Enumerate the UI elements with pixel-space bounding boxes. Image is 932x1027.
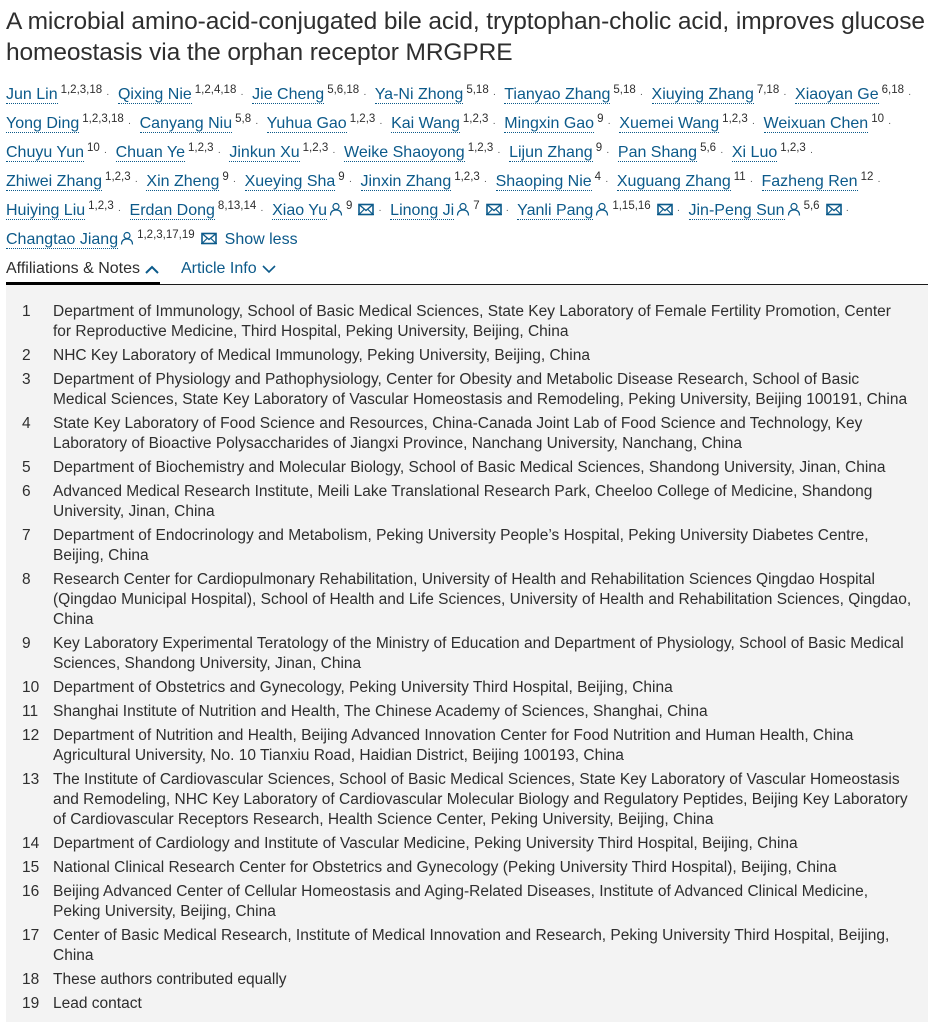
author-item — [391, 115, 488, 132]
author-separator: · — [877, 176, 881, 187]
affiliation-number: 13 — [22, 771, 40, 788]
affiliation-superscript: 8,13,14 — [217, 200, 257, 212]
affiliation-number: 4 — [22, 415, 31, 432]
affiliation-row — [6, 482, 928, 522]
author-item — [229, 144, 328, 161]
author-link[interactable]: Yanli Pang — [517, 202, 594, 219]
affiliation-text: Beijing Advanced Center of Cellular Homeostasis and Aging-Related Diseases, Institute of Advanced Clinical Medicine, Peking University, Beijing, China — [53, 883, 869, 920]
author-item — [762, 173, 874, 190]
affiliation-superscript: 1,2,3 — [88, 200, 114, 212]
affiliation-superscript: 10 — [87, 142, 100, 154]
author-link[interactable]: Shaoping Nie — [495, 173, 592, 190]
envelope-icon[interactable] — [486, 200, 502, 215]
author-item — [375, 86, 489, 103]
affiliation-number: 10 — [22, 679, 40, 696]
tab-article-info[interactable] — [181, 260, 277, 278]
person-icon — [787, 200, 801, 214]
author-item — [130, 202, 257, 219]
affiliation-number: 11 — [22, 703, 39, 720]
affiliation-number: 3 — [22, 371, 31, 388]
affiliation-superscript: 5,18 — [613, 84, 636, 96]
author-separator: · — [492, 89, 497, 100]
author-item — [496, 173, 601, 190]
author-separator: · — [888, 118, 892, 129]
author-separator: · — [720, 147, 724, 158]
author-separator: · — [483, 176, 488, 187]
affiliation-superscript: 9 — [345, 200, 353, 212]
affiliation-row — [6, 414, 928, 454]
affiliation-superscript: 1,2,3 — [722, 113, 748, 125]
author-item — [6, 115, 124, 132]
author-link[interactable]: Xin Zheng — [146, 173, 220, 190]
affiliation-text: Department of Endocrinology and Metabolism, Peking University People’s Hospital, Peking University Diabetes Centre, Beijing, China — [53, 527, 869, 564]
author-separator: · — [348, 176, 353, 187]
author-link[interactable]: Fazheng Ren — [761, 173, 858, 190]
author-separator: · — [217, 147, 221, 158]
affiliation-superscript: 4 — [594, 171, 602, 183]
author-item — [252, 86, 359, 103]
author-link[interactable]: Weike Shaoyong — [344, 144, 465, 161]
author-item — [118, 86, 236, 103]
author-item — [509, 144, 602, 161]
author-separator: · — [378, 205, 382, 216]
author-separator: · — [492, 118, 496, 129]
affiliation-number: 16 — [22, 883, 40, 900]
affiliation-superscript: 1,2,3 — [302, 142, 329, 154]
author-separator: · — [607, 118, 611, 129]
affiliation-text: Department of Physiology and Pathophysiology, Center for Obesity and Metabolic Disease Research, School of Basic Medical Sciences, State Key Laboratory of Vascular Homeostasis and Remodeling, Peking University, Beijing 100191, China — [53, 371, 908, 408]
affiliation-text: Center of Basic Medical Research, Institute of Medical Innovation and Research, Peking University Third Hospital, Beijing, China — [53, 927, 890, 964]
author-link[interactable]: Weixuan Chen — [763, 115, 869, 132]
affiliation-text: Advanced Medical Research Institute, Meili Lake Translational Research Park, Cheeloo College of Medicine, Shandong University, Jinan, China — [53, 483, 873, 520]
author-link[interactable]: Lijun Zhang — [509, 144, 593, 161]
affiliation-superscript: 1,2,4,18 — [194, 84, 237, 96]
author-item — [652, 86, 780, 103]
author-link[interactable]: Ya-Ni Zhong — [374, 86, 464, 103]
affiliation-superscript: 10 — [871, 113, 884, 125]
affiliation-text: Department of Obstetrics and Gynecology, Peking University Third Hospital, Beijing, China — [53, 679, 673, 696]
affiliation-row — [6, 634, 928, 674]
author-link[interactable]: Jinxin Zhang — [360, 173, 452, 190]
affiliation-row — [6, 702, 928, 722]
affiliation-number: 6 — [22, 483, 31, 500]
envelope-icon[interactable] — [657, 200, 673, 215]
affiliation-superscript: 1,2,3,17,19 — [137, 229, 195, 241]
affiliation-row — [6, 926, 928, 966]
affiliation-superscript: 1,2,3 — [349, 113, 376, 125]
author-item — [764, 115, 884, 132]
author-item — [245, 173, 345, 190]
author-separator: · — [127, 118, 132, 129]
affiliation-number: 7 — [22, 527, 31, 544]
author-item — [6, 86, 102, 103]
tab-label: Affiliations & Notes — [6, 260, 140, 277]
affiliation-row — [6, 994, 928, 1014]
author-item — [272, 202, 374, 219]
author-item — [344, 144, 493, 161]
chevron-up-icon — [144, 263, 160, 275]
affiliation-text: Department of Immunology, School of Basic Medical Sciences, State Key Laboratory of Female Fertility Promotion, Center for Reproductive Medicine, Third Hospital, Peking University, Beijing, China — [53, 303, 891, 340]
affiliation-number: 5 — [22, 459, 31, 476]
chevron-down-icon — [261, 263, 277, 275]
affiliation-superscript: 1,2,3 — [454, 171, 480, 183]
affiliation-row — [6, 726, 928, 766]
author-separator: · — [676, 205, 681, 216]
author-separator: · — [134, 176, 138, 187]
author-separator: · — [783, 89, 787, 100]
affiliation-text: The Institute of Cardiovascular Sciences, School of Basic Medical Sciences, State Key Laboratory of Vascular Homeostasis and Remodeling, NHC Key Laboratory of Cardiovascular Molecular Biology and Regulatory Peptides, Beijing Key Laboratory of Cardiovascular Receptors Research, Health Science Center, Peking University, Beijing, China — [53, 771, 908, 828]
affiliation-row — [6, 302, 928, 342]
affiliation-superscript: 1,2,3 — [467, 142, 494, 154]
tab-label: Article Info — [181, 260, 257, 277]
show-less-button[interactable]: Show less — [224, 231, 298, 248]
affiliation-row — [6, 858, 928, 878]
author-item — [732, 144, 806, 161]
author-item — [140, 115, 252, 132]
author-item — [6, 173, 131, 190]
affiliation-superscript: 5,6,18 — [327, 84, 360, 96]
author-item — [6, 144, 100, 161]
envelope-icon[interactable] — [358, 200, 374, 215]
affiliation-superscript: 6,18 — [881, 84, 905, 96]
affiliation-text: Department of Nutrition and Health, Beijing Advanced Innovation Center for Food Nutrition and Human Health, China Agricultural University, No. 10 Tianxiu Road, Haidian District, Beijing 100193, China — [53, 727, 854, 764]
author-link[interactable]: Chuyu Yun — [6, 144, 84, 161]
author-separator: · — [332, 147, 336, 158]
affiliation-row — [6, 770, 928, 830]
author-link[interactable]: Huiying Liu — [6, 202, 86, 219]
author-separator: · — [363, 89, 367, 100]
affiliation-number: 15 — [22, 859, 40, 876]
affiliation-row — [6, 526, 928, 566]
author-separator: · — [260, 205, 264, 216]
author-link[interactable]: Qixing Nie — [117, 86, 192, 103]
author-separator: · — [908, 89, 912, 100]
author-separator: · — [103, 147, 108, 158]
affiliation-text: Department of Cardiology and Institute of Vascular Medicine, Peking University Third Hospital, Beijing, China — [53, 835, 798, 852]
affiliation-text: Lead contact — [53, 995, 142, 1012]
author-separator: · — [379, 118, 383, 129]
affiliation-number: 18 — [22, 971, 40, 988]
affiliation-superscript: 5,6 — [700, 142, 717, 154]
affiliation-superscript: 1,2,3,18 — [82, 113, 124, 125]
author-link[interactable]: Xueying Sha — [244, 173, 336, 190]
author-separator: · — [106, 89, 110, 100]
affiliation-row — [6, 570, 928, 630]
affiliation-superscript: 7,18 — [756, 84, 780, 96]
affiliation-row — [6, 370, 928, 410]
affiliation-superscript: 9 — [338, 171, 345, 183]
envelope-icon[interactable] — [201, 229, 217, 244]
affiliation-superscript: 5,6 — [803, 200, 820, 212]
author-item — [795, 86, 904, 103]
author-separator: · — [605, 176, 609, 187]
author-link[interactable]: Xiao Yu — [272, 202, 327, 219]
author-link[interactable]: Jin-Peng Sun — [688, 202, 785, 219]
affiliation-superscript: 5,18 — [466, 84, 489, 96]
affiliations-panel — [6, 285, 928, 1022]
affiliation-row — [6, 346, 928, 366]
author-link[interactable]: Linong Ji — [390, 202, 455, 219]
affiliation-superscript: 1,2,3 — [462, 113, 489, 125]
affiliation-number: 19 — [22, 995, 40, 1012]
affiliation-row — [6, 882, 928, 922]
author-link[interactable]: Jinkun Xu — [229, 144, 300, 161]
author-link[interactable]: Xi Luo — [731, 144, 778, 161]
affiliation-superscript: 11 — [733, 171, 746, 183]
author-link[interactable]: Canyang Niu — [139, 115, 233, 132]
author-item — [146, 173, 228, 190]
affiliation-superscript: 1,2,3 — [780, 142, 806, 154]
author-link[interactable]: Chuan Ye — [115, 144, 185, 161]
person-icon — [120, 229, 134, 243]
affiliation-superscript: 9 — [222, 171, 229, 183]
author-link[interactable]: Tianyao Zhang — [504, 86, 611, 103]
affiliation-number: 12 — [22, 727, 40, 744]
affiliation-text: Department of Biochemistry and Molecular Biology, School of Basic Medical Sciences, Shandong University, Jinan, China — [53, 459, 886, 476]
affiliation-text: These authors contributed equally — [53, 971, 287, 988]
author-separator: · — [751, 118, 756, 129]
affiliation-text: Shanghai Institute of Nutrition and Health, The Chinese Academy of Sciences, Shanghai, China — [53, 703, 708, 720]
author-separator: · — [240, 89, 244, 100]
affiliation-number: 1 — [22, 303, 31, 320]
affiliation-text: State Key Laboratory of Food Science and Resources, China-Canada Joint Lab of Food Science and Technology, Key Laboratory of Bioactive Polysaccharides of Jiangxi Province, Nanchang University, Nanchang, China — [53, 415, 863, 452]
affiliation-number: 9 — [22, 635, 31, 652]
author-separator: · — [255, 118, 259, 129]
author-separator: · — [845, 205, 849, 216]
author-link[interactable]: Zhiwei Zhang — [6, 173, 103, 190]
author-item — [116, 144, 214, 161]
person-icon — [329, 200, 343, 214]
author-item — [618, 144, 716, 161]
author-list — [6, 78, 928, 252]
author-link[interactable]: Jie Cheng — [252, 86, 325, 103]
author-link[interactable]: Pan Shang — [617, 144, 698, 161]
author-link[interactable]: Yuhua Gao — [266, 115, 347, 132]
author-separator: · — [497, 147, 501, 158]
author-item — [390, 202, 501, 219]
affiliation-text: National Clinical Research Center for Obstetrics and Gynecology (Peking University Third Hospital), Beijing, China — [53, 859, 837, 876]
affiliation-row — [6, 678, 928, 698]
author-separator: · — [809, 147, 814, 158]
envelope-icon[interactable] — [826, 200, 842, 215]
affiliation-superscript: 1,2,3 — [105, 171, 131, 183]
person-icon — [595, 200, 609, 214]
author-link[interactable]: Xiuying Zhang — [651, 86, 754, 103]
affiliation-superscript: 7 — [473, 200, 480, 212]
author-separator: · — [606, 147, 610, 158]
affiliation-row — [6, 834, 928, 854]
author-link[interactable]: Yong Ding — [6, 115, 80, 132]
author-separator: · — [505, 205, 509, 216]
author-separator: · — [639, 89, 644, 100]
tab-bar — [6, 258, 928, 285]
author-link[interactable]: Jun Lin — [6, 86, 58, 103]
affiliation-number: 8 — [22, 571, 31, 588]
author-link[interactable]: Xuemei Wang — [619, 115, 720, 132]
person-icon — [456, 200, 470, 214]
author-separator: · — [749, 176, 754, 187]
author-link[interactable]: Xuguang Zhang — [616, 173, 731, 190]
tab-affiliations-notes[interactable] — [6, 260, 160, 278]
author-separator: · — [117, 205, 122, 216]
affiliation-row — [6, 970, 928, 990]
author-item — [689, 202, 842, 219]
affiliation-number: 17 — [22, 927, 40, 944]
author-item — [267, 115, 376, 132]
affiliation-superscript: 1,2,3,18 — [60, 84, 103, 96]
affiliation-text: Key Laboratory Experimental Teratology of the Ministry of Education and Department of Physiology, School of Basic Medical Sciences, Shandong University, Jinan, China — [53, 635, 904, 672]
affiliation-superscript: 5,8 — [235, 113, 252, 125]
affiliation-superscript: 9 — [595, 142, 603, 154]
author-item — [6, 231, 217, 248]
author-link[interactable]: Erdan Dong — [129, 202, 215, 219]
author-item — [517, 202, 673, 219]
author-item — [504, 86, 636, 103]
author-item — [504, 115, 603, 132]
author-item — [617, 173, 746, 190]
author-separator: · — [232, 176, 237, 187]
affiliation-number: 14 — [22, 835, 40, 852]
affiliation-superscript: 12 — [860, 171, 874, 183]
affiliation-row — [6, 458, 928, 478]
affiliation-text: Research Center for Cardiopulmonary Rehabilitation, University of Health and Rehabilitation Sciences Qingdao Hospital (Qingdao Municipal Hospital), School of Health and Life Sciences, University of Health and Rehabilitation Sciences, Qingdao, China — [53, 571, 912, 628]
affiliation-superscript: 9 — [597, 113, 604, 125]
author-link[interactable]: Xiaoyan Ge — [795, 86, 879, 103]
author-link[interactable]: Kai Wang — [391, 115, 460, 132]
affiliation-superscript: 1,15,16 — [612, 200, 651, 212]
affiliation-text: NHC Key Laboratory of Medical Immunology, Peking University, Beijing, China — [53, 347, 590, 364]
author-item — [619, 115, 747, 132]
author-item — [6, 202, 114, 219]
article-title: A microbial amino-acid-conjugated bile acid, tryptophan-cholic acid, improves glucose homeostasis via the orphan receptor MRGPRE — [6, 8, 925, 66]
author-item — [361, 173, 480, 190]
affiliation-superscript: 1,2,3 — [188, 142, 214, 154]
affiliation-number: 2 — [22, 347, 31, 364]
author-link[interactable]: Mingxin Gao — [504, 115, 595, 132]
author-link[interactable]: Changtao Jiang — [6, 231, 119, 248]
